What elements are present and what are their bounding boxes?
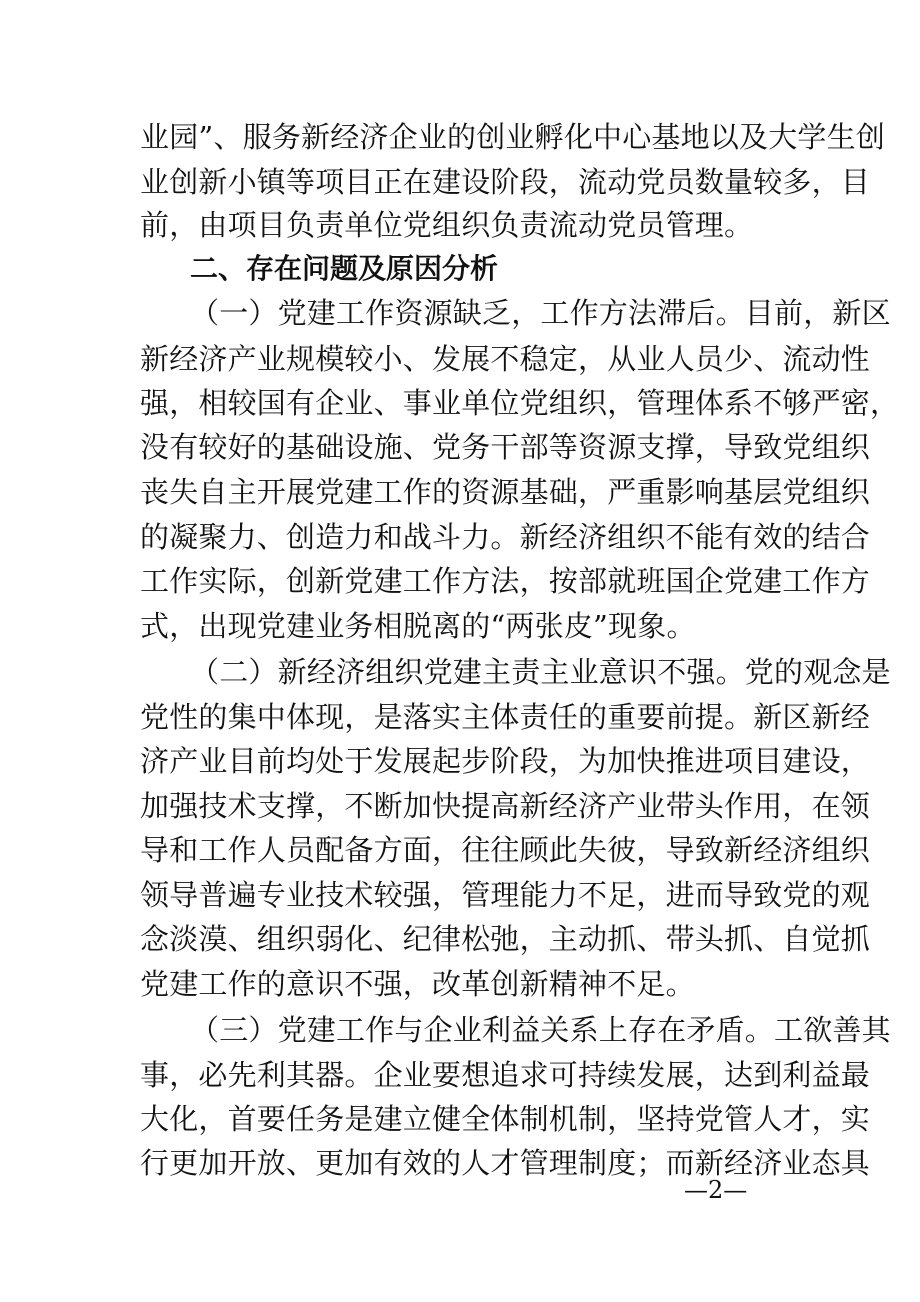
paragraph-first-line: （二）新经济组织党建主责主业意识不强。党的观念是 bbox=[190, 655, 891, 689]
body-line: 丧失自主开展党建工作的资源基础，严重影响基层党组织 bbox=[140, 475, 871, 509]
paragraph-first-line: （三）党建工作与企业利益关系上存在矛盾。工欲善其 bbox=[190, 1013, 891, 1047]
body-line: 前，由项目负责单位党组织负责流动党员管理。 bbox=[140, 208, 754, 242]
body-line: 导和工作人员配备方面，往往顾此失彼，导致新经济组织 bbox=[140, 833, 871, 867]
body-line: 行更加开放、更加有效的人才管理制度；而新经济业态具 bbox=[140, 1146, 871, 1180]
body-line: 的凝聚力、创造力和战斗力。新经济组织不能有效的结合 bbox=[140, 520, 871, 554]
body-line: 新经济产业规模较小、发展不稳定，从业人员少、流动性 bbox=[140, 342, 871, 376]
body-line: 事，必先利其器。企业要想追求可持续发展，达到利益最 bbox=[140, 1058, 871, 1092]
paragraph-first-line: （一）党建工作资源缺乏，工作方法滞后。目前，新区 bbox=[190, 296, 891, 330]
body-line: 济产业目前均处于发展起步阶段，为加快推进项目建设， bbox=[140, 744, 871, 778]
body-line: 加强技术支撑，不断加快提高新经济产业带头作用，在领 bbox=[140, 789, 871, 823]
body-line: 党性的集中体现，是落实主体责任的重要前提。新区新经 bbox=[140, 700, 871, 734]
body-line: 工作实际，创新党建工作方法，按部就班国企党建工作方 bbox=[140, 564, 871, 598]
section-heading: 二、存在问题及原因分析 bbox=[190, 252, 499, 285]
body-line: 业创新小镇等项目正在建设阶段，流动党员数量较多，目 bbox=[140, 165, 871, 199]
page-number: —2— bbox=[684, 1176, 748, 1204]
body-line: 念淡漠、组织弱化、纪律松弛，主动抓、带头抓、自觉抓 bbox=[140, 922, 871, 956]
body-line: 大化，首要任务是建立健全体制机制，坚持党管人才，实 bbox=[140, 1102, 871, 1136]
body-line: 没有较好的基础设施、党务干部等资源支撑，导致党组织 bbox=[140, 430, 871, 464]
body-line: 强，相较国有企业、事业单位党组织，管理体系不够严密， bbox=[140, 386, 900, 420]
body-line: 式，出现党建业务相脱离的“两张皮”现象。 bbox=[140, 609, 696, 643]
body-line: 领导普遍专业技术较强，管理能力不足，进而导致党的观 bbox=[140, 878, 871, 912]
body-line: 党建工作的意识不强，改革创新精神不足。 bbox=[140, 967, 695, 1001]
body-line: 业园”、服务新经济企业的创业孵化中心基地以及大学生创 bbox=[140, 120, 886, 154]
